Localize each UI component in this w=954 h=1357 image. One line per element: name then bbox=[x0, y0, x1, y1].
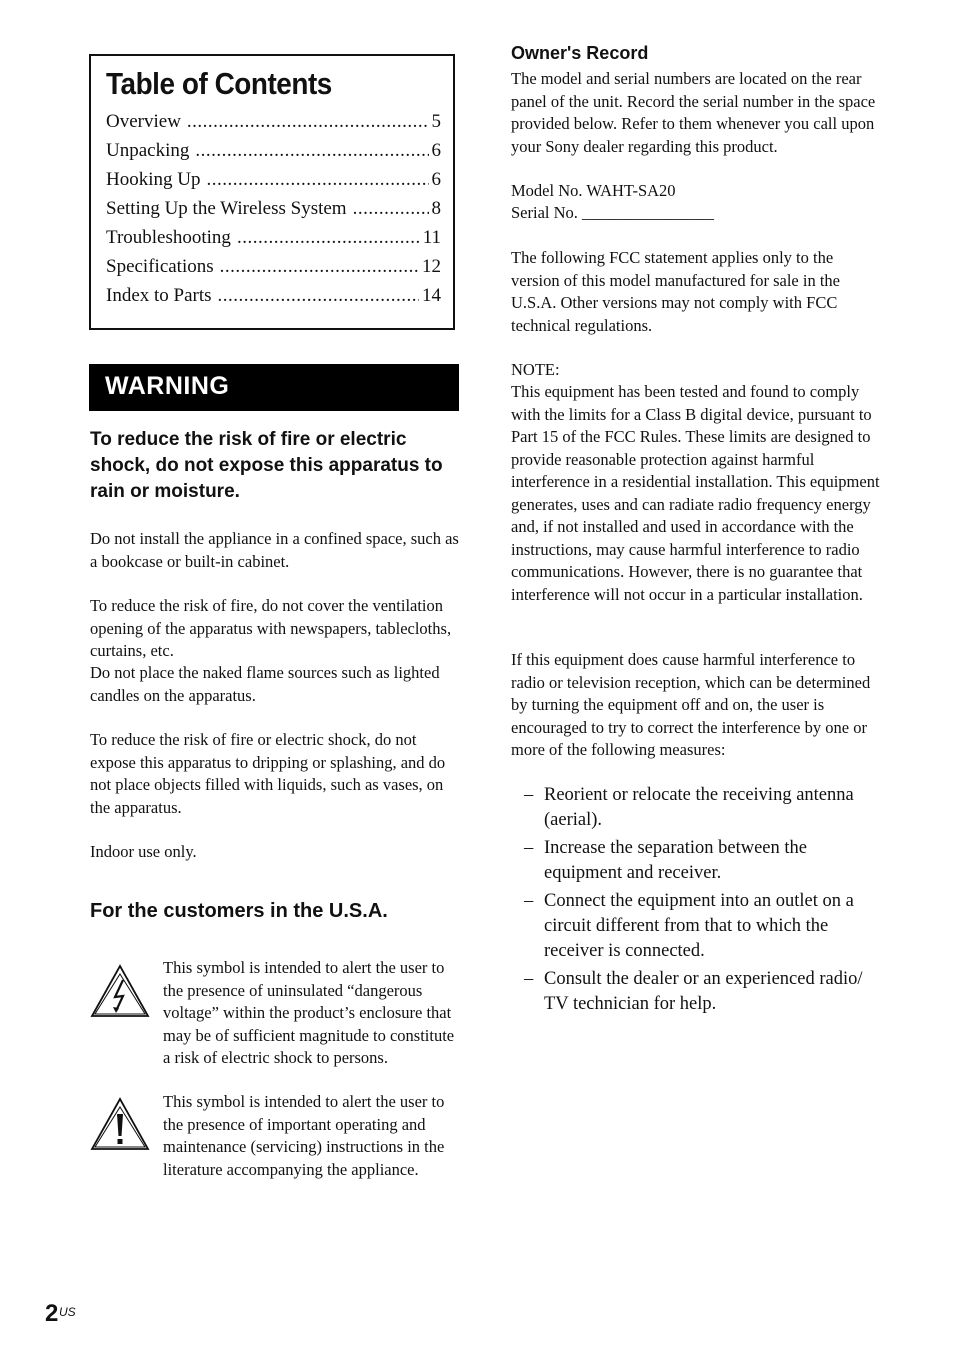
warning-paragraph: To reduce the risk of fire, do not cover the ventilation opening of the apparatus with newspapers, tablecloths, curtains, etc. bbox=[90, 596, 452, 660]
interference-text: If this equipment does cause harmful interference to radio or television reception, which can be determined by turning the equipment off and on, the user is encouraged to try to correct the interference by one or more of the following measures: bbox=[511, 650, 871, 759]
toc-entry-label: Troubleshooting bbox=[106, 227, 231, 248]
fcc-statement: The following FCC statement applies only to the version of this model manufactured for sale in the U.S.A. Other versions may not comply with FCC technical regulations. bbox=[511, 248, 840, 335]
toc-entry-label: Overview bbox=[106, 111, 181, 132]
note-label: NOTE: bbox=[511, 360, 560, 379]
toc-entry-label: Index to Parts bbox=[106, 285, 212, 306]
toc-leader-dots bbox=[353, 198, 429, 220]
toc-leader-dots bbox=[220, 256, 419, 278]
exclamation-triangle-icon bbox=[90, 1096, 150, 1152]
list-item bbox=[524, 836, 884, 886]
dash-bullet: – bbox=[524, 838, 534, 858]
toc-entry[interactable] bbox=[106, 140, 441, 169]
toc-entry-page: 6 bbox=[431, 169, 441, 190]
toc-entry-page: 12 bbox=[422, 256, 441, 277]
list-item bbox=[524, 783, 884, 833]
dash-bullet: – bbox=[524, 785, 534, 805]
measure-text: Consult the dealer or an experienced radio/ TV technician for help. bbox=[544, 969, 863, 1014]
toc-entry-page: 6 bbox=[431, 140, 441, 161]
dash-bullet: – bbox=[524, 891, 534, 911]
toc-entry-page: 8 bbox=[431, 198, 441, 219]
toc-entry-label: Specifications bbox=[106, 256, 214, 277]
owners-record-text: The model and serial numbers are located on the rear panel of the unit. Record the serial number in the space provided below. Refer to them whenever you call upon your Sony dealer regarding this product. bbox=[511, 69, 876, 156]
toc-entry-page: 14 bbox=[422, 285, 441, 306]
warning-heading: To reduce the risk of fire or electric shock, do not expose this apparatus to rain or moisture. bbox=[90, 429, 443, 502]
toc-leader-dots bbox=[237, 227, 420, 249]
dash-bullet: – bbox=[524, 969, 534, 989]
toc-entry-label: Unpacking bbox=[106, 140, 190, 161]
measure-text: Increase the separation between the equipment and receiver. bbox=[544, 838, 807, 883]
toc-leader-dots bbox=[218, 285, 419, 307]
toc-list bbox=[106, 111, 441, 314]
owners-record-heading: Owner's Record bbox=[511, 43, 649, 63]
table-of-contents bbox=[89, 54, 455, 330]
measure-text: Connect the equipment into an outlet on a circuit different from that to which the receiver is connected. bbox=[544, 891, 854, 961]
toc-entry[interactable] bbox=[106, 285, 441, 314]
toc-entry-label: Setting Up the Wireless System bbox=[106, 198, 347, 219]
measures-list bbox=[524, 783, 884, 1020]
warning-paragraph: To reduce the risk of fire or electric shock, do not expose this apparatus to dripping or splashing, and do not place objects filled with liquids, such as vases, on the apparatus. bbox=[90, 730, 446, 817]
warning-paragraph: Do not place the naked flame sources such as lighted candles on the apparatus. bbox=[90, 663, 440, 705]
symbol-description: This symbol is intended to alert the user to the presence of uninsulated “dangerous voltage” within the product’s enclosure that may be of sufficient magnitude to constitute a risk of electric shock to persons. bbox=[163, 958, 455, 1067]
model-number: Model No. WAHT-SA20 bbox=[511, 181, 676, 200]
toc-leader-dots bbox=[187, 111, 429, 133]
toc-entry-label: Hooking Up bbox=[106, 169, 201, 190]
serial-number: Serial No. ________________ bbox=[511, 203, 715, 222]
toc-entry[interactable] bbox=[106, 198, 441, 227]
toc-entry[interactable] bbox=[106, 111, 441, 140]
toc-entry[interactable] bbox=[106, 169, 441, 198]
note-text: This equipment has been tested and found to comply with the limits for a Class B digital device, pursuant to Part 15 of the FCC Rules. These limits are designed to provide reasonable protection against harmful interference in a residential installation. This equipment generates, uses and can radiate radio frequency energy and, if not installed and used in accordance with the instructions, may cause harmful interference to radio communications. However, there is no guarantee that interference will not occur in a particular installation. bbox=[511, 382, 880, 604]
toc-entry-page: 11 bbox=[422, 227, 441, 248]
usa-heading: For the customers in the U.S.A. bbox=[90, 900, 388, 922]
toc-entry[interactable] bbox=[106, 227, 441, 256]
symbol-description: This symbol is intended to alert the user to the presence of important operating and maintenance (servicing) instructions in the literature accompanying the appliance. bbox=[163, 1092, 445, 1179]
page-suffix: US bbox=[59, 1305, 76, 1319]
toc-leader-dots bbox=[195, 140, 428, 162]
list-item bbox=[524, 889, 884, 964]
toc-title: Table of Contents bbox=[106, 66, 332, 101]
warning-banner bbox=[89, 364, 459, 411]
measure-text: Reorient or relocate the receiving antenna (aerial). bbox=[544, 785, 854, 830]
warning-paragraph: Do not install the appliance in a confined space, such as a bookcase or built-in cabinet. bbox=[90, 529, 459, 571]
toc-entry-page: 5 bbox=[431, 111, 441, 132]
list-item bbox=[524, 967, 884, 1017]
toc-entry[interactable] bbox=[106, 256, 441, 285]
warning-title: WARNING bbox=[105, 372, 230, 400]
toc-leader-dots bbox=[206, 169, 428, 191]
warning-paragraph: Indoor use only. bbox=[90, 842, 197, 861]
page-number: 2 bbox=[45, 1300, 59, 1327]
lightning-triangle-icon bbox=[90, 963, 150, 1019]
